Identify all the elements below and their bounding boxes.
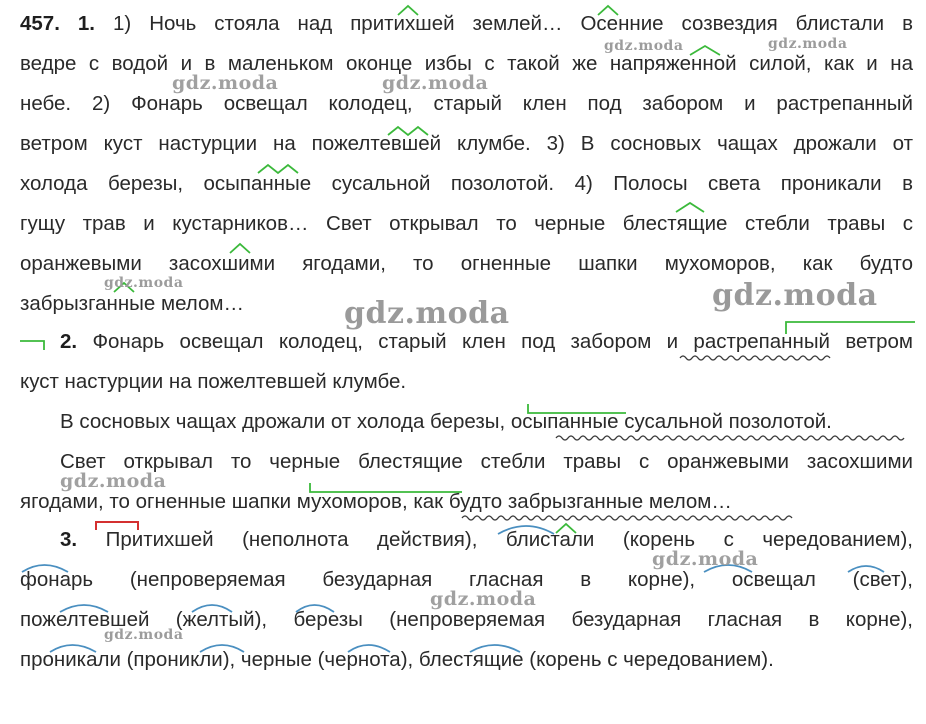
part1-line-4: ветром куст настурции на пожелтевшей клумбе. 3) В сосновых чащах дрожали от [20,132,913,155]
root-arc [50,645,96,652]
part2-line-1: 2. Фонарь освещал колодец, старый клен под забором и растрепанный ветром [60,330,913,353]
part2-line-5: ягодами, то огненные шапки мухоморов, как будто забрызганные мелом… [20,490,732,513]
phrase-boundary-mark [20,341,44,350]
watermark: gdz.moda [712,278,878,313]
suffix-mark [676,203,704,212]
suffix-mark [690,46,720,55]
watermark: gdz.moda [60,470,167,492]
watermark: gdz.moda [652,548,759,570]
part1-line-1: 457. 1. 1) Ночь стояла над притихшей землей… Осенние созвездия блистали в [20,12,913,35]
watermark: gdz.moda [604,38,684,54]
watermark: gdz.moda [430,588,537,610]
watermark: gdz.moda [768,36,848,52]
watermark: gdz.moda [344,296,510,331]
wavy-underlines [462,356,904,520]
root-arc [22,565,68,572]
suffix-mark [230,244,250,253]
wavy-underline [556,436,904,440]
suffix-mark [398,6,418,15]
root-arc [470,645,520,652]
wavy-underline [462,516,792,520]
wavy-underline [680,356,830,360]
suffix-mark [598,6,618,15]
suffix-mark [258,165,298,173]
phrase-boundary-mark [528,404,626,413]
root-arc [348,645,390,652]
watermark: gdz.moda [104,275,184,291]
part1-line-3: небе. 2) Фонарь освещал колодец, старый клен под забором и растрепанный [20,92,913,115]
part3-line-1: 3. Притихшей (неполнота действия), блистали (корень с чередованием), [60,528,914,551]
root-arc [296,605,334,612]
part1-line-7: оранжевыми засохшими ягодами, то огненные шапки мухоморов, как будто [20,252,913,275]
part2-line-4: Свет открывал то черные блестящие стебли травы с оранжевыми засохшими [60,450,913,473]
root-arc [60,605,108,612]
part2-line-2: куст настурции на пожелтевшей клумбе. [20,370,407,393]
root-arc [498,526,554,534]
part2-line-3: В сосновых чащах дрожали от холода березы, осыпанные сусальной позолотой. [60,410,832,433]
part2-number: 2. [60,330,78,353]
part3-line-4: проникали (проникли), черные (чернота), блестящие (корень с чередованием). [20,648,774,671]
watermark: gdz.moda [172,72,279,94]
part1-line-8: забрызганные мелом… [20,292,244,315]
participle-phrase-line [786,322,915,334]
root-arc [200,645,244,652]
part1-line-2: ведре с водой и в маленьком оконце избы с такой же напряженной силой, как и на [20,52,913,75]
part1-line-5: холода березы, осыпанные сусальной позолотой. 4) Полосы света проникали в [20,172,913,195]
suffix-mark [556,524,576,533]
part3-line-3: пожелтевшей (желтый), березы (непроверяемая безударная гласная в корне), [20,608,913,631]
watermark: gdz.moda [382,72,489,94]
part1-number: 1. [77,12,95,35]
prefix-mark [96,522,138,530]
suffix-mark [388,127,428,135]
exercise-number: 457. [20,12,60,35]
part3-line-2: фонарь (непроверяемая безударная гласная в корне), освещал (свет), [20,568,913,591]
prefix-marks [96,522,138,530]
root-arc [848,566,884,572]
watermark: gdz.moda [104,627,184,643]
root-arc [192,605,232,612]
phrase-boundary-mark [310,483,462,492]
part3-number: 3. [60,528,78,551]
part1-line-6: гущу трав и кустарников… Свет открывал то черные блестящие стебли травы с [20,212,913,235]
